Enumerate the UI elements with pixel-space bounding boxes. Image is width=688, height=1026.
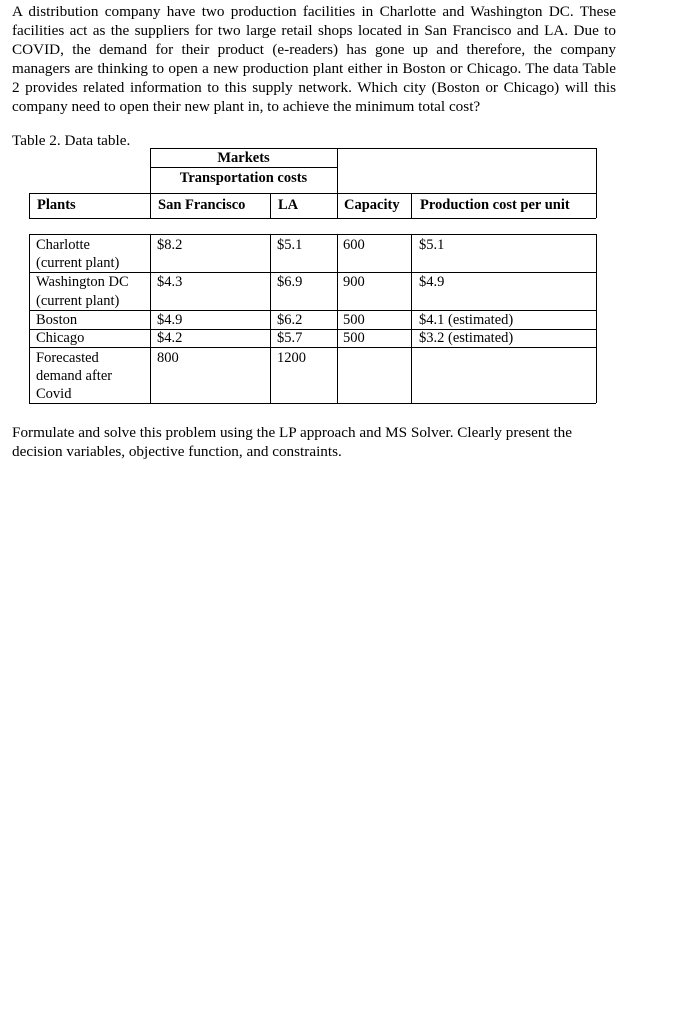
row-capacity: 900 <box>343 274 365 290</box>
row-plant-note: Covid <box>36 386 72 402</box>
row-plant-note: (current plant) <box>36 293 120 309</box>
table-caption: Table 2. Data table. <box>12 132 131 149</box>
row-plant-name: Charlotte <box>36 237 90 253</box>
row-capacity: 500 <box>343 330 365 346</box>
row-sf-demand: 800 <box>157 350 179 366</box>
row-sf-cost: $4.2 <box>157 330 183 346</box>
row-production-cost: $4.9 <box>419 274 445 290</box>
row-production-cost: $5.1 <box>419 237 445 253</box>
intro-paragraph: A distribution company have two production facilities in Charlotte and Washington DC. These facilities act as the suppliers for two large retail shops located in San Francisco and LA. Due to COVID, the demand for their product (e-readers) has gone up and therefore, the company managers are thinking to open a new production plant either in Boston or Chicago. The data Table 2 provides related information to this supply network. Which city (Boston or Chicago) will this company need to open their new plant in, to achieve the minimum total cost? <box>12 3 616 115</box>
header-capacity: Capacity <box>344 197 400 213</box>
row-sf-cost: $4.3 <box>157 274 183 290</box>
row-la-demand: 1200 <box>277 350 306 366</box>
row-plant-name: Chicago <box>36 330 85 346</box>
outro-paragraph: Formulate and solve this problem using the LP approach and MS Solver. Clearly present the decision variables, objective function, and constraints. <box>12 424 573 460</box>
row-sf-cost: $8.2 <box>157 237 183 253</box>
row-plant-name: Boston <box>36 312 78 328</box>
header-san-francisco: San Francisco <box>158 197 246 213</box>
header-plants: Plants <box>37 197 76 213</box>
row-la-cost: $6.9 <box>277 274 303 290</box>
row-la-cost: $5.1 <box>277 237 303 253</box>
row-capacity: 600 <box>343 237 365 253</box>
row-la-cost: $6.2 <box>277 312 303 328</box>
row-plant-note: demand after <box>36 368 113 384</box>
row-plant-note: (current plant) <box>36 255 120 271</box>
header-transportation-costs: Transportation costs <box>179 170 308 186</box>
row-production-cost: $3.2 (estimated) <box>419 330 514 346</box>
header-markets: Markets <box>217 150 270 166</box>
row-la-cost: $5.7 <box>277 330 303 346</box>
header-production-cost: Production cost per unit <box>420 197 570 213</box>
row-plant-name: Forecasted <box>36 350 99 366</box>
row-production-cost: $4.1 (estimated) <box>419 312 514 328</box>
row-plant-name: Washington DC <box>36 274 129 290</box>
header-la: LA <box>278 197 299 213</box>
row-capacity: 500 <box>343 312 365 328</box>
row-sf-cost: $4.9 <box>157 312 183 328</box>
